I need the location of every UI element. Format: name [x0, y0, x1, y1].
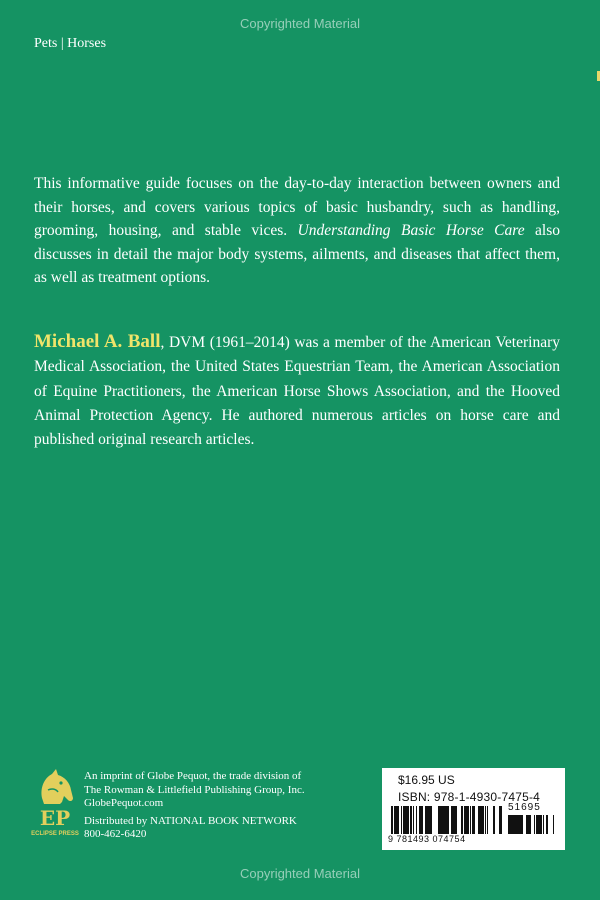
category-label: Pets | Horses [34, 36, 107, 51]
book-blurb [34, 172, 560, 290]
logo-press-text: ECLIPSE PRESS [31, 831, 79, 837]
price-label: $16.95 US [398, 773, 455, 787]
publisher-website: GlobePequot.com [84, 797, 164, 810]
addon-digits: 51695 [508, 802, 541, 813]
eclipse-press-horse-logo-icon [31, 768, 79, 838]
publisher-line-1: An imprint of Globe Pequot, the trade division of [84, 770, 302, 782]
author-name: Michael A. Ball [34, 331, 161, 352]
author-bio-text: , DVM (1961–2014) was a member of the American Veterinary Medical Association, the United States Equestrian Team, the American Association of Equine Practitioners, the American Horse Shows Association, and the Hooved Animal Protection Agency. He authored numerous articles on horse care and published original research articles. [34, 334, 560, 449]
logo-ep-text: EP [39, 806, 71, 830]
author-bio [34, 330, 560, 452]
publisher-info [84, 770, 374, 842]
distributor-phone: 800-462-6420 [84, 828, 147, 841]
blurb-text-2: also discusses in detail the major body systems, ailments, and diseases that affect them, as well as treatment options. [34, 222, 561, 287]
blurb-text-1: This informative guide focuses on the day-to-day interaction between owners and their horses, and covers various topics of basic husbandry, such as handling, grooming, housing, and stable vices. [34, 175, 560, 240]
watermark-top: Copyrighted Material [240, 16, 360, 31]
ean-digits: 9 781493 074754 [388, 834, 466, 844]
publisher-line-2: The Rowman & Littlefield Publishing Group, Inc. [84, 783, 305, 796]
barcode-panel [382, 768, 565, 850]
blurb-book-title: Understanding Basic Horse Care [297, 222, 525, 240]
isbn-label: ISBN: 978-1-4930-7475-4 [398, 790, 541, 804]
distributor-line: Distributed by NATIONAL BOOK NETWORK [84, 814, 297, 827]
addon-barcode-icon [506, 815, 558, 834]
watermark-bottom: Copyrighted Material [240, 866, 360, 881]
ean-barcode-icon [390, 806, 502, 834]
